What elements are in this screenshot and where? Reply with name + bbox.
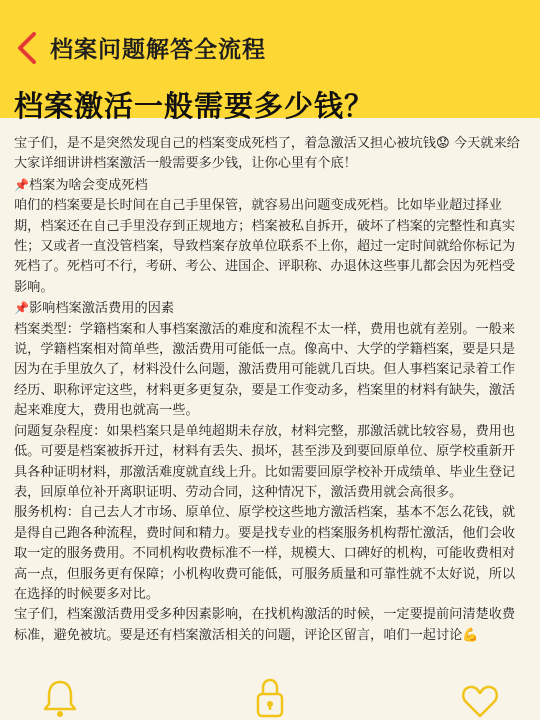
section-heading bbox=[14, 175, 526, 196]
pushpin-icon: 📌 bbox=[14, 301, 29, 316]
conclusion-paragraph: 宝子们，档案激活费用受多种因素影响，在找机构激活的时候，一定要提前问清楚收费标准，避免被坑。要是还有档案激活相关的问题，评论区留言，咱们一起讨论💪 bbox=[14, 607, 516, 643]
article-headline: 档案激活一般需要多少钱？ bbox=[14, 89, 375, 123]
heart-icon[interactable] bbox=[460, 676, 500, 720]
paragraph: 问题复杂程度：如果档案只是单纯超期未存放，材料完整，那激活就比较容易，费用也低。可要是档案被拆开过，材料有丢失、损坏，甚至涉及到要回原单位、原学校重新开具各种证明材料，那激活难度就直线上升。比如需要回原学校补开成绩单、毕业生登记表，回原单位补开离职证明、劳动合同，这种情况下，激活费用就会高很多。 bbox=[14, 423, 516, 500]
lock-icon[interactable] bbox=[250, 676, 290, 720]
footer-icons bbox=[0, 676, 540, 720]
paragraph: 档案类型：学籍档案和人事档案激活的难度和流程不太一样，费用也就有差别。一般来说，学籍档案相对简单些，激活费用可能低一点。像高中、大学的学籍档案，要是只是因为在手里放久了，材料没什么问题，激活费用可能就几百块。但人事档案记录着工作经历、职称评定这些，材料更多更复杂，要是工作变动多，档案里的材料有缺失，激活起来难度大，费用也就高一些。 bbox=[14, 321, 516, 419]
section-title: 影响档案激活费用的因素 bbox=[28, 301, 175, 317]
chevron-left-icon[interactable] bbox=[12, 30, 42, 66]
intro-paragraph: 宝子们，是不是突然发现自己的档案变成死档了，着急激活又担心被坑钱😟 今天就来给大家详细讲讲档案激活一般需要多少钱，让你心里有个底！ bbox=[14, 136, 520, 172]
bell-icon[interactable] bbox=[40, 676, 80, 720]
paragraph: 服务机构：自己去人才市场、原单位、原学校这些地方激活档案，基本不怎么花钱，就是得自己跑各种流程，费时间和精力。要是找专业的档案服务机构帮忙激活，他们会收取一定的服务费用。不同机构收费标准不一样，规模大、口碑好的机构，可能收费相对高一点，但服务更有保障；小机构收费可能低，可服务质量和可靠性就不太好说，所以在选择的时候要多对比。 bbox=[14, 505, 516, 602]
page-title: 档案问题解答全流程 bbox=[50, 37, 266, 63]
section-heading bbox=[14, 298, 526, 319]
article-body bbox=[14, 134, 526, 646]
section-title: 档案为啥会变成死档 bbox=[28, 177, 148, 193]
pushpin-icon: 📌 bbox=[14, 177, 29, 192]
paragraph: 咱们的档案要是长时间在自己手里保管，就容易出问题变成死档。比如毕业超过择业期，档案还在自己手里没存到正规地方；档案被私自拆开，破坏了档案的完整性和真实性；又或者一直没管档案，导致档案存放单位联系不上你，超过一定时间就给你标记为死档了。死档可不行，考研、考公、进国企、评职称、办退休这些事儿都会因为死档受影响。 bbox=[14, 198, 516, 295]
